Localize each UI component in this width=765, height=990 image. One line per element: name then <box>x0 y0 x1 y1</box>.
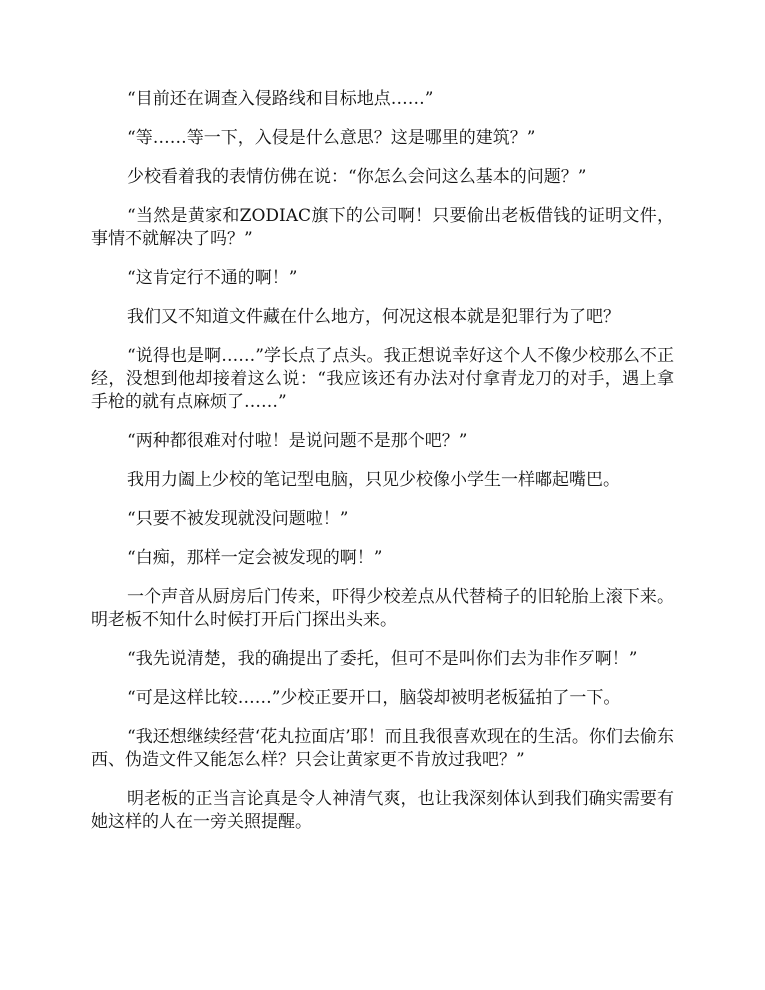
paragraph: “只要不被发现就没问题啦！” <box>127 509 349 529</box>
paragraph: “我先说清楚，我的确提出了委托，但可不是叫你们去为非作歹啊！” <box>127 649 638 669</box>
body-text <box>91 88 674 850</box>
paragraph: “目前还在调查入侵路线和目标地点……” <box>127 89 434 109</box>
paragraph: 少校看着我的表情仿佛在说：“你怎么会问这么基本的问题？” <box>127 167 587 187</box>
paragraph: “这肯定行不通的啊！” <box>127 268 298 288</box>
paragraph: “我还想继续经营‘花丸拉面店’耶！而且我很喜欢现在的生活。你们去偷东西、伪造文件又能怎么样？只会让黄家更不肯放过我吧？” <box>91 727 674 770</box>
paragraph: 一个声音从厨房后门传来，吓得少校差点从代替椅子的旧轮胎上滚下来。明老板不知什么时候打开后门探出头来。 <box>91 587 674 630</box>
paragraph: 明老板的正当言论真是令人神清气爽，也让我深刻体认到我们确实需要有她这样的人在一旁关照提醒。 <box>91 789 674 832</box>
paragraph: “等……等一下，入侵是什么意思？这是哪里的建筑？” <box>127 128 536 148</box>
paragraph: “当然是黄家和ZODIAC旗下的公司啊！只要偷出老板借钱的证明文件，事情不就解决了吗？” <box>91 206 674 249</box>
paragraph: “可是这样比较……”少校正要开口，脑袋却被明老板猛拍了一下。 <box>127 688 621 708</box>
paragraph: 我们又不知道文件藏在什么地方，何况这根本就是犯罪行为了吧？ <box>127 307 620 327</box>
paragraph: “白痴，那样一定会被发现的啊！” <box>127 548 383 568</box>
paragraph: 我用力阖上少校的笔记型电脑，只见少校像小学生一样嘟起嘴巴。 <box>127 470 620 490</box>
paragraph: “两种都很难对付啦！是说问题不是那个吧？” <box>127 431 468 451</box>
paragraph: “说得也是啊……”学长点了点头。我正想说幸好这个人不像少校那么不正经，没想到他却接着这么说：“我应该还有办法对付拿青龙刀的对手，遇上拿手枪的就有点麻烦了……” <box>91 346 674 412</box>
